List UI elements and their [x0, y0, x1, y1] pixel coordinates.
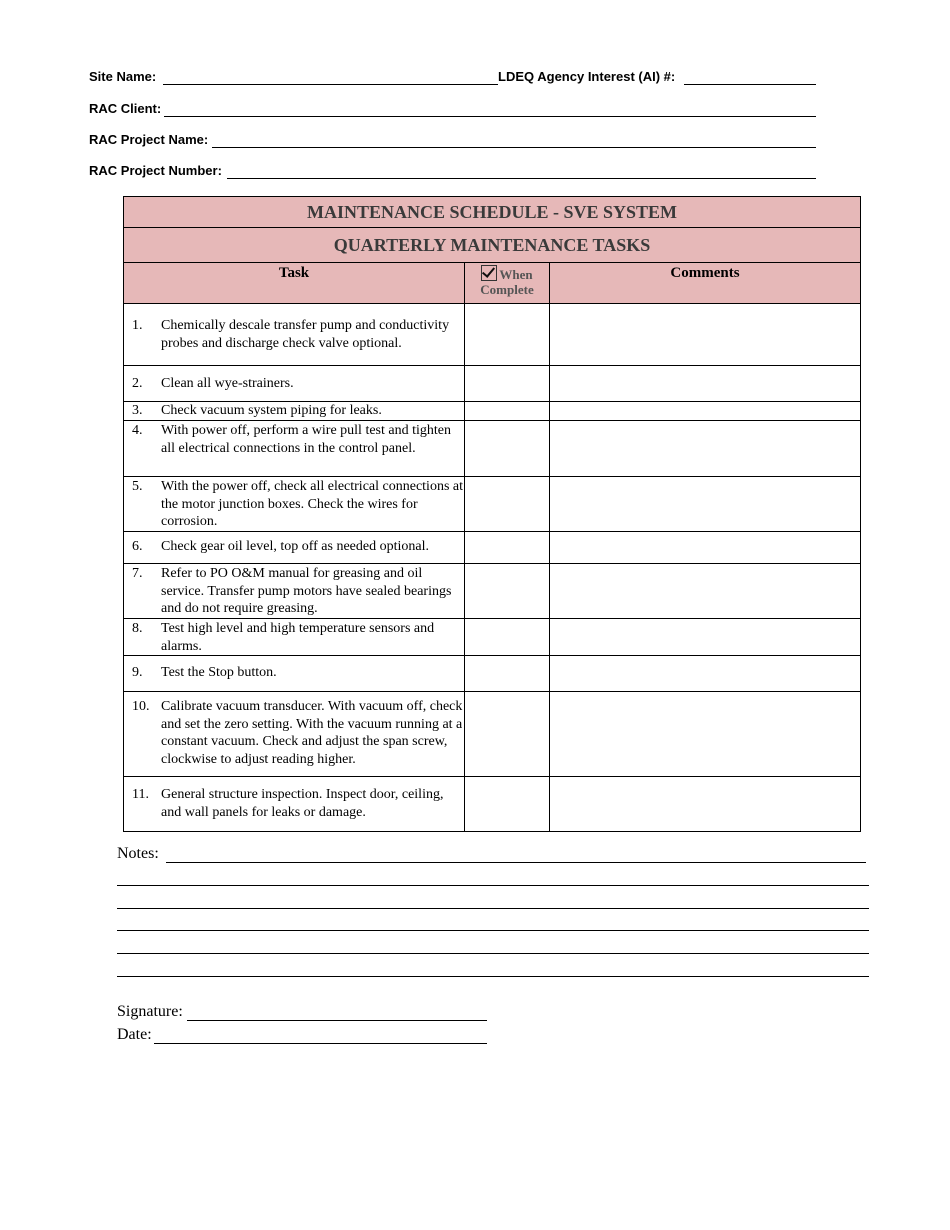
task-cell: [124, 692, 465, 777]
notes-line[interactable]: [117, 953, 869, 954]
comments-cell[interactable]: [550, 421, 861, 477]
table-row: [124, 777, 861, 832]
when-complete-cell[interactable]: [465, 532, 550, 564]
date-line[interactable]: [154, 1043, 487, 1044]
rac-project-name-field[interactable]: [212, 147, 816, 148]
when-complete-cell[interactable]: [465, 692, 550, 777]
task-cell: [124, 421, 465, 477]
task-column-header: Task: [124, 263, 465, 304]
notes-line[interactable]: [117, 976, 869, 977]
when-complete-cell[interactable]: [465, 304, 550, 366]
task-number: 10.: [132, 699, 150, 714]
comments-cell[interactable]: [550, 477, 861, 532]
task-text: Chemically descale transfer pump and conductivity probes and discharge check valve optional.: [161, 318, 450, 351]
task-text: Test the Stop button.: [161, 665, 277, 680]
comments-cell[interactable]: [550, 402, 861, 421]
rac-client-field[interactable]: [164, 116, 816, 117]
task-number: 2.: [132, 376, 143, 391]
table-row: [124, 564, 861, 619]
task-text: With the power off, check all electrical connections at the motor junction boxes. Check the wires for corrosion.: [161, 479, 463, 529]
task-text: Refer to PO O&M manual for greasing and oil service. Transfer pump motors have sealed bearings and do not require greasing.: [161, 566, 452, 616]
rac-project-number-label: RAC Project Number:: [89, 163, 222, 178]
comments-cell[interactable]: [550, 619, 861, 656]
task-cell: [124, 777, 465, 832]
rac-project-number-field[interactable]: [227, 178, 816, 179]
when-complete-cell[interactable]: [465, 421, 550, 477]
task-text: General structure inspection. Inspect door, ceiling, and wall panels for leaks or damage.: [161, 787, 444, 820]
when-complete-cell[interactable]: [465, 777, 550, 832]
when-complete-cell[interactable]: [465, 402, 550, 421]
when-complete-cell[interactable]: [465, 564, 550, 619]
notes-line[interactable]: [117, 885, 869, 886]
task-number: 11.: [132, 787, 149, 802]
ai-number-field[interactable]: [684, 84, 816, 85]
when-label: When: [499, 267, 533, 282]
notes-line[interactable]: [117, 930, 869, 931]
when-complete-column-header: [465, 263, 550, 304]
comments-cell[interactable]: [550, 656, 861, 692]
when-complete-cell[interactable]: [465, 619, 550, 656]
task-number: 6.: [132, 539, 143, 554]
task-number: 5.: [132, 479, 143, 494]
comments-cell[interactable]: [550, 564, 861, 619]
checkbox-icon: [481, 265, 497, 281]
task-cell: [124, 564, 465, 619]
table-row: [124, 619, 861, 656]
table-title: MAINTENANCE SCHEDULE - SVE SYSTEM: [124, 197, 861, 228]
table-row: [124, 304, 861, 366]
comments-cell[interactable]: [550, 532, 861, 564]
date-label: Date:: [117, 1026, 152, 1043]
task-text: Check vacuum system piping for leaks.: [161, 403, 382, 418]
task-number: 1.: [132, 318, 143, 333]
task-text: Check gear oil level, top off as needed optional.: [161, 539, 429, 554]
site-name-label: Site Name:: [89, 69, 157, 84]
comments-cell[interactable]: [550, 777, 861, 832]
table-row: [124, 402, 861, 421]
table-row: [124, 692, 861, 777]
task-number: 4.: [132, 423, 143, 438]
table-row: [124, 532, 861, 564]
signature-line[interactable]: [187, 1020, 487, 1021]
maintenance-table: [123, 196, 861, 832]
ai-label: LDEQ Agency Interest (AI) #:: [498, 69, 676, 84]
task-number: 3.: [132, 403, 143, 418]
task-cell: [124, 532, 465, 564]
task-cell: [124, 656, 465, 692]
site-name-field[interactable]: [163, 84, 498, 85]
task-text: Calibrate vacuum transducer. With vacuum off, check and set the zero setting. With the vacuum running at a constant vacuum. Check and adjust the span screw, clockwise to adjust reading higher.: [161, 699, 463, 767]
task-text: Test high level and high temperature sensors and alarms.: [161, 621, 435, 654]
task-text: With power off, perform a wire pull test and tighten all electrical connections in the control panel.: [161, 423, 451, 456]
task-cell: [124, 619, 465, 656]
comments-column-header: Comments: [550, 263, 861, 304]
comments-cell[interactable]: [550, 304, 861, 366]
task-number: 8.: [132, 621, 143, 636]
when-complete-cell[interactable]: [465, 656, 550, 692]
signature-label: Signature:: [117, 1003, 183, 1020]
notes-line[interactable]: [117, 908, 869, 909]
task-number: 7.: [132, 566, 143, 581]
rac-client-label: RAC Client:: [89, 101, 162, 116]
task-text: Clean all wye-strainers.: [161, 376, 294, 391]
when-complete-cell[interactable]: [465, 477, 550, 532]
notes-line[interactable]: [166, 862, 866, 863]
table-row: [124, 477, 861, 532]
comments-cell[interactable]: [550, 692, 861, 777]
when-complete-cell[interactable]: [465, 366, 550, 402]
table-row: [124, 366, 861, 402]
task-cell: [124, 402, 465, 421]
notes-label: Notes:: [117, 845, 159, 862]
rac-project-name-label: RAC Project Name:: [89, 132, 209, 147]
table-row: [124, 421, 861, 477]
task-cell: [124, 366, 465, 402]
task-number: 9.: [132, 665, 143, 680]
task-cell: [124, 477, 465, 532]
task-cell: [124, 304, 465, 366]
table-subtitle: QUARTERLY MAINTENANCE TASKS: [124, 228, 861, 263]
table-row: [124, 656, 861, 692]
comments-cell[interactable]: [550, 366, 861, 402]
complete-label: Complete: [480, 282, 534, 297]
